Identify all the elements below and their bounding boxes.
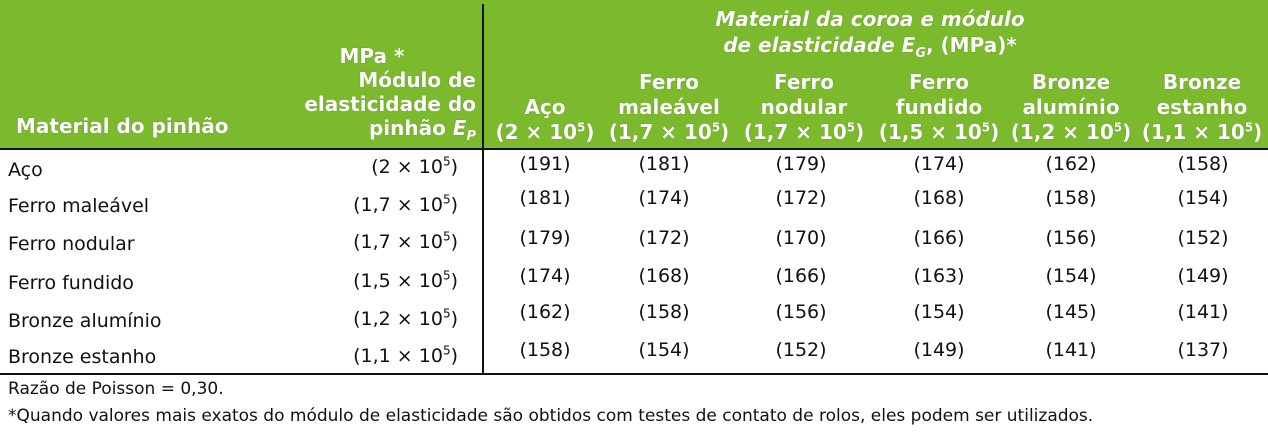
table-cell: (172) xyxy=(638,227,690,249)
row-pinion-modulus: $(1,1 \times 10^5)$ xyxy=(353,343,458,367)
gear-col-value: $(1,7 \times 10^5)$ xyxy=(743,120,865,144)
gear-col-line: Ferro xyxy=(774,70,834,94)
table-cell: (170) xyxy=(775,227,827,249)
row-pinion-modulus: $(2 \times 10^5)$ xyxy=(371,154,458,178)
gear-col-line: Bronze xyxy=(1162,70,1242,94)
gear-col-value: $(1,7 \times 10^5)$ xyxy=(608,120,730,144)
gear-col-value: $(2 \times 10^5)$ xyxy=(495,120,595,144)
table-cell: (154) xyxy=(913,301,965,323)
row-material: Aço xyxy=(8,159,43,181)
table-cell: (156) xyxy=(775,301,827,323)
table-cell: (158) xyxy=(638,301,690,323)
gear-col-name: nodular xyxy=(760,95,848,119)
gear-col-header xyxy=(604,70,734,145)
table-cell: (172) xyxy=(775,187,827,209)
footnote-poisson: Razão de Poisson = 0,30. xyxy=(8,379,224,399)
gear-group-line2: de elasticidade $E_G$, (MPa)* xyxy=(723,33,1017,61)
row-pinion-modulus: $(1,7 \times 10^5)$ xyxy=(353,192,458,216)
table-cell: (162) xyxy=(519,301,571,323)
table-cell: (141) xyxy=(1177,301,1229,323)
table-cell: (149) xyxy=(1177,265,1229,287)
table-cell: (166) xyxy=(775,265,827,287)
table-cell: (174) xyxy=(519,265,571,287)
gear-col-line: Ferro xyxy=(639,70,699,94)
pinion-modulus-line3: elasticidade do xyxy=(304,92,476,116)
row-material: Bronze alumínio xyxy=(8,310,162,332)
table-cell: (152) xyxy=(775,339,827,361)
pinion-modulus-line2: Módulo de xyxy=(358,68,476,92)
row-material: Ferro fundido xyxy=(8,272,134,294)
header-gear-group xyxy=(600,6,1140,61)
table-cell: (179) xyxy=(519,227,571,249)
row-material: Ferro maleável xyxy=(8,195,150,217)
table-cell: (174) xyxy=(913,153,965,175)
gear-group-line1: Material da coroa e módulo xyxy=(715,7,1025,31)
table-cell: (154) xyxy=(1045,265,1097,287)
table-cell: (181) xyxy=(638,153,690,175)
table-cell: (181) xyxy=(519,187,571,209)
gear-col-name: fundido xyxy=(895,95,983,119)
gear-col-name: alumínio xyxy=(1022,95,1120,119)
row-pinion-modulus: $(1,5 \times 10^5)$ xyxy=(353,268,458,292)
table-cell: (162) xyxy=(1045,153,1097,175)
gear-col-header xyxy=(736,70,872,145)
row-material: Ferro nodular xyxy=(8,233,135,255)
table-cell: (154) xyxy=(1177,187,1229,209)
table-cell: (191) xyxy=(519,153,571,175)
gear-col-name: maleável xyxy=(618,95,720,119)
pinion-modulus-line4: pinhão $E_P$ xyxy=(368,116,476,144)
table-bottom-rule xyxy=(0,373,1268,375)
footnote-note: *Quando valores mais exatos do módulo de elasticidade são obtidos com testes de contato de rolos, eles podem ser utilizados. xyxy=(8,406,1094,426)
table-cell: (158) xyxy=(519,339,571,361)
gear-col-line xyxy=(486,70,604,95)
row-pinion-modulus: $(1,2 \times 10^5)$ xyxy=(353,306,458,330)
header-pinion-modulus xyxy=(268,44,476,144)
row-material: Bronze estanho xyxy=(8,346,157,368)
table-cell: (174) xyxy=(638,187,690,209)
table-cell: (145) xyxy=(1045,301,1097,323)
gear-col-value: $(1,1 \times 10^5)$ xyxy=(1141,120,1263,144)
table-cell: (158) xyxy=(1177,153,1229,175)
gear-col-header xyxy=(486,70,604,145)
table-header xyxy=(0,0,1268,148)
gear-col-header xyxy=(1138,70,1266,145)
gear-col-name: estanho xyxy=(1156,95,1248,119)
table-cell: (141) xyxy=(1045,339,1097,361)
table-cell: (149) xyxy=(913,339,965,361)
table-cell: (168) xyxy=(913,187,965,209)
table-cell: (156) xyxy=(1045,227,1097,249)
header-divider xyxy=(0,148,1268,150)
pinion-modulus-unit: MPa * xyxy=(339,44,405,68)
gear-col-line: Bronze xyxy=(1031,70,1111,94)
table-cell: (152) xyxy=(1177,227,1229,249)
gear-col-line: Ferro xyxy=(909,70,969,94)
gear-col-value: $(1,5 \times 10^5)$ xyxy=(878,120,1000,144)
table-cell: (166) xyxy=(913,227,965,249)
table-cell: (158) xyxy=(1045,187,1097,209)
table-cell: (179) xyxy=(775,153,827,175)
header-pinion-material: Material do pinhão xyxy=(16,114,229,138)
gear-col-name: Aço xyxy=(524,95,566,119)
table-cell: (137) xyxy=(1177,339,1229,361)
row-pinion-modulus: $(1,7 \times 10^5)$ xyxy=(353,229,458,253)
gear-col-header xyxy=(874,70,1004,145)
table-cell: (168) xyxy=(638,265,690,287)
table-cell: (163) xyxy=(913,265,965,287)
gear-col-header xyxy=(1006,70,1136,145)
table-cell: (154) xyxy=(638,339,690,361)
gear-col-value: $(1,2 \times 10^5)$ xyxy=(1010,120,1132,144)
